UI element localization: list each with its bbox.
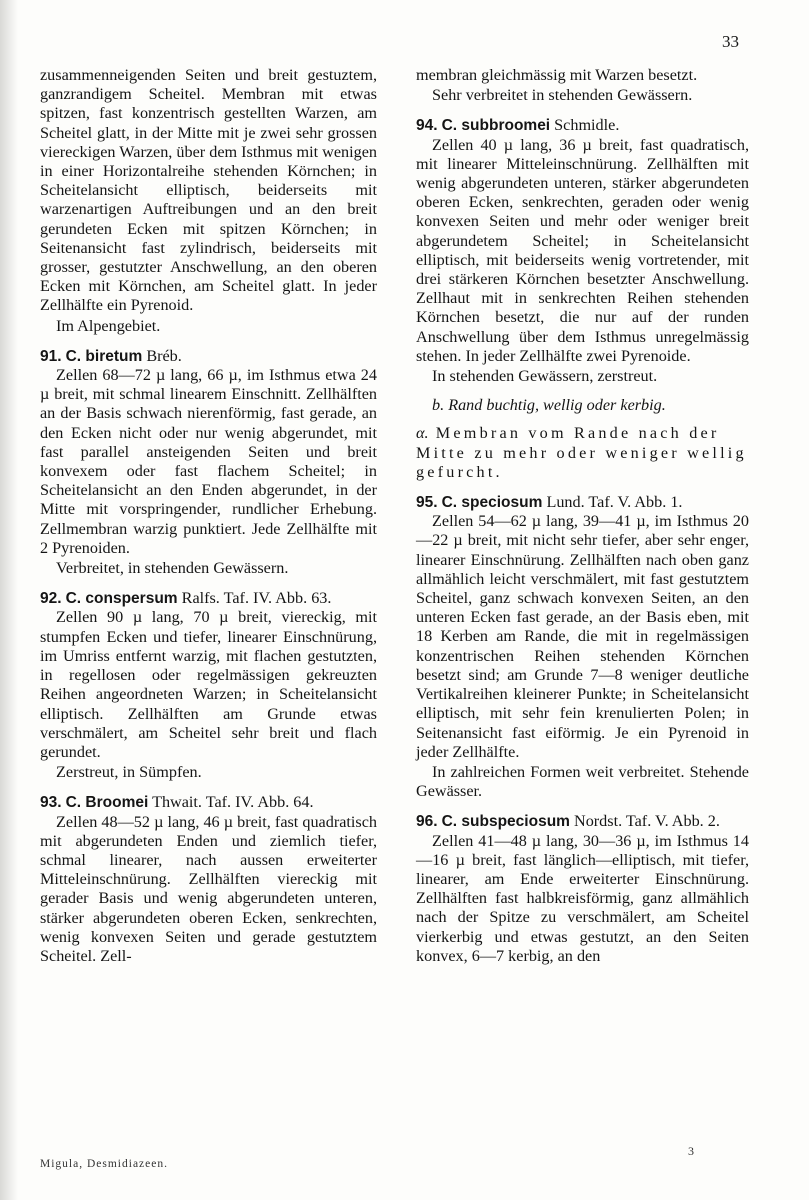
species-heading: [40, 589, 377, 608]
species-number: 94.: [416, 117, 438, 135]
species-number: 95.: [416, 494, 438, 512]
page-edge-shadow: [0, 0, 18, 1200]
species-heading: [416, 493, 749, 512]
species-description: Zellen 68—72 µ lang, 66 µ, im Isthmus etwa 24 µ breit, mit schmal linearem Einschnitt. Zellhälften an der Basis schwach nierenförmig, fast gerade, an den Ecken nicht oder nur wenig abgerundet, mit fast parallel ansteigenden Seiten und breit konvexem oder fast flachem Scheitel; in Scheitelansicht an den Enden abgerundet, in der Mitte mit vorspringender, rundlicher Erhebung. Zellmembran warzig punktiert. Jede Zellhälfte mit 2 Pyrenoiden.: [40, 366, 377, 557]
habitat-note: In zahlreichen Formen weit verbreitet. Stehende Gewässer.: [416, 762, 749, 801]
species-name: C. subbroomei: [441, 117, 551, 135]
species-name: C. conspersum: [65, 590, 178, 608]
footer-sheet-number: 3: [688, 1144, 694, 1158]
species-authority: Ralfs. Taf. IV. Abb. 63.: [181, 589, 332, 608]
species-name: C. subspeciosum: [441, 813, 570, 831]
species-authority: Schmidle.: [554, 116, 620, 135]
habitat-note: Im Alpengebiet.: [56, 316, 161, 335]
species-number: 96.: [416, 813, 438, 831]
habitat-note: In stehenden Gewässern, zerstreut.: [432, 367, 658, 386]
species-description: Zellen 41—48 µ lang, 30—36 µ, im Isthmus 14—16 µ breit, fast länglich—elliptisch, mit tiefer, linearer, am Ende erweiterter Einschnürung. Zellhälften fast halbkreisförmig, ganz allmählich nach der Spitze zu verschmälert, am Scheitel vierkerbig und etwas gestutzt, an den Seiten konvex, 6—7 kerbig, an den: [416, 831, 749, 965]
page-number: 33: [722, 32, 739, 51]
species-heading: [40, 347, 377, 366]
species-authority: Lund. Taf. V. Abb. 1.: [546, 493, 683, 512]
species-name: C. Broomei: [65, 794, 149, 812]
left-column: [40, 66, 377, 966]
species-description: Zellen 54—62 µ lang, 39—41 µ, im Isthmus 20—22 µ breit, mit nicht sehr tiefer, aber sehr enger, linearer Einschnürung. Zellhälften nach oben ganz allmählich leicht verschmälert, mit fast gestutztem Scheitel, ganz schwach konvexen Seiten, an den unteren Ecken fast gerade, an der Basis eben, mit 18 Kerben am Rande, die mit in regelmässigen konzentrischen Reihen stehenden Körnchen besetzt sind; am Grunde 7—8 weniger deutliche Vertikalreihen kleinerer Punkte; in Scheitelansicht elliptisch, mit sehr fein krenulierten Polen; in Seitenansicht fast eiförmig. Je ein Pyrenoid in jeder Zellhälfte.: [416, 512, 749, 761]
group-heading: b. Rand buchtig, wellig oder kerbig.: [432, 396, 666, 415]
footer-signature: Migula, Desmidiazeen.: [40, 1158, 168, 1170]
species-heading: [416, 812, 749, 831]
species-authority: Thwait. Taf. IV. Abb. 64.: [152, 793, 314, 812]
species-number: 93.: [40, 794, 62, 812]
species-description: Zellen 48—52 µ lang, 46 µ breit, fast quadratisch mit abgerundeten Enden und ziemlich tiefer, schmal linearer, nach aussen erweiterter Mitteleinschnürung. Zellhälften viereckig mit gerader Basis und wenig abgerundeten unteren, stärker abgerundeten oberen Ecken, senkrechten, wenig konvexen Seiten und gerade gestutztem Scheitel. Zell-: [40, 812, 377, 965]
habitat-note: Verbreitet, in stehenden Gewässern.: [56, 559, 289, 578]
species-name: C. speciosum: [441, 494, 543, 512]
right-column: [416, 66, 749, 966]
species-heading: [416, 116, 749, 135]
species-description: Zellen 90 µ lang, 70 µ breit, viereckig, mit stumpfen Ecken und tiefer, linearer Einschnürung, im Umriss entfernt warzig, mit flachen gestutzten, in regellosen oder regelmässigen gekreuzten Reihen angeordneten Warzen; in Scheitelansicht elliptisch. Zellhälften am Grunde etwas verschmälert, am Scheitel sehr breit und flach gerundet.: [40, 608, 377, 761]
subgroup-description: [416, 424, 749, 482]
species-authority: Bréb.: [146, 346, 182, 365]
species-number: 92.: [40, 590, 62, 608]
continued-text: membran gleichmässig mit Warzen besetzt.: [416, 66, 698, 84]
continued-text: zusammenneigenden Seiten und breit gestuztem, ganzrandigem Scheitel. Membran mit etwas spitzen, fast konzentrisch gestellten Warzen, am Scheitel glatt, in der Mitte mit je zwei sehr grossen viereckigen Warzen, über dem Isthmus mit wenigen in einer Horizontalreihe stehenden Körnchen; in Scheitelansicht elliptisch, beiderseits mit warzenartigen Auftreibungen und an den breit gerundeten Ecken mit spitzen Körnchen; in Seitenansicht fast zylindrisch, beiderseits mit grosser, gestutzter Anschwellung, an den oberen Ecken mit Körnchen, am Scheitel glatt. In jeder Zellhälfte ein Pyrenoid.: [40, 66, 377, 315]
species-heading: [40, 793, 377, 812]
species-number: 91.: [40, 347, 62, 365]
species-authority: Nordst. Taf. V. Abb. 2.: [574, 812, 720, 831]
subgroup-index: α.: [416, 424, 429, 443]
habitat-note: Zerstreut, in Sümpfen.: [56, 763, 202, 782]
subgroup-text: Membran vom Rande nach der Mitte zu mehr oder weniger wellig gefurcht.: [416, 424, 747, 481]
habitat-note: Sehr verbreitet in stehenden Gewässern.: [432, 86, 693, 105]
species-name: C. biretum: [65, 347, 143, 365]
species-description: Zellen 40 µ lang, 36 µ breit, fast quadratisch, mit linearer Mitteleinschnürung. Zellhälften mit wenig abgerundeten unteren, stärker abgerundeten oberen Ecken, senkrechten, geraden oder wenig konvexen Seiten und mehr oder weniger breit abgerundetem Scheitel; in Scheitelansicht elliptisch, mit beiderseits wenig vortretender, mit drei stärkeren Körnchen besetzter Anschwellung. Zellhaut mit in senkrechten Reihen stehenden Körnchen besetzt, die nur auf der runden Anschwellung über dem Isthmus unregelmässig stehen. In jeder Zellhälfte zwei Pyrenoide.: [416, 135, 749, 365]
